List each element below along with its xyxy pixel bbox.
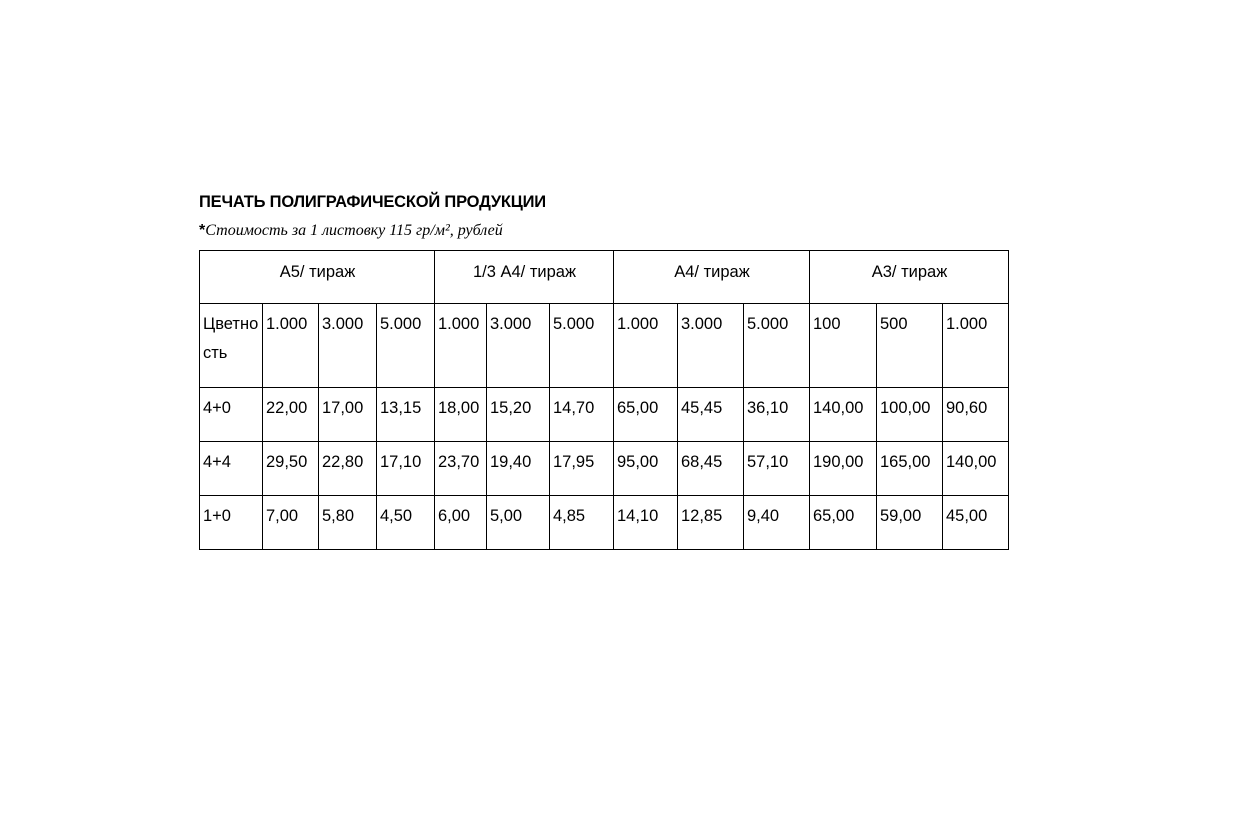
price-cell: 7,00 — [263, 496, 319, 550]
price-cell: 165,00 — [877, 442, 943, 496]
price-table — [199, 250, 1009, 550]
price-cell: 9,40 — [744, 496, 810, 550]
run-cell: 1.000 — [943, 304, 1009, 388]
price-cell: 17,00 — [319, 388, 377, 442]
price-cell: 5,80 — [319, 496, 377, 550]
document-title: ПЕЧАТЬ ПОЛИГРАФИЧЕСКОЙ ПРОДУКЦИИ — [199, 193, 546, 211]
run-cell: 5.000 — [377, 304, 435, 388]
run-cell: 3.000 — [319, 304, 377, 388]
price-cell: 65,00 — [614, 388, 678, 442]
price-cell: 57,10 — [744, 442, 810, 496]
price-cell: 36,10 — [744, 388, 810, 442]
run-cell: 1.000 — [435, 304, 487, 388]
price-cell: 6,00 — [435, 496, 487, 550]
price-cell: 23,70 — [435, 442, 487, 496]
price-cell: 45,00 — [943, 496, 1009, 550]
run-cell: 500 — [877, 304, 943, 388]
document-subtitle — [199, 222, 503, 240]
price-cell: 17,10 — [377, 442, 435, 496]
color-cell: 1+0 — [200, 496, 263, 550]
price-cell: 4,50 — [377, 496, 435, 550]
group-header-row — [200, 251, 1009, 304]
group-header-a4: А4/ тираж — [614, 251, 810, 304]
price-cell: 95,00 — [614, 442, 678, 496]
price-cell: 12,85 — [678, 496, 744, 550]
table-row — [200, 496, 1009, 550]
price-cell: 68,45 — [678, 442, 744, 496]
price-cell: 22,00 — [263, 388, 319, 442]
subtitle-text: Стоимость за 1 листовку 115 гр/м², рублей — [205, 222, 503, 239]
run-cell: 1.000 — [263, 304, 319, 388]
color-cell: 4+0 — [200, 388, 263, 442]
row-header-color: Цветность — [200, 304, 263, 388]
color-cell: 4+4 — [200, 442, 263, 496]
price-cell: 65,00 — [810, 496, 877, 550]
run-cell: 5.000 — [744, 304, 810, 388]
price-cell: 5,00 — [487, 496, 550, 550]
run-cell: 3.000 — [678, 304, 744, 388]
table-row — [200, 442, 1009, 496]
price-cell: 4,85 — [550, 496, 614, 550]
footnote-asterisk: * — [199, 222, 206, 239]
price-cell: 140,00 — [943, 442, 1009, 496]
run-cell: 100 — [810, 304, 877, 388]
price-cell: 13,15 — [377, 388, 435, 442]
price-cell: 14,70 — [550, 388, 614, 442]
price-cell: 15,20 — [487, 388, 550, 442]
price-cell: 18,00 — [435, 388, 487, 442]
price-cell: 17,95 — [550, 442, 614, 496]
price-cell: 140,00 — [810, 388, 877, 442]
run-cell: 5.000 — [550, 304, 614, 388]
price-cell: 19,40 — [487, 442, 550, 496]
table-row — [200, 388, 1009, 442]
group-header-a3: А3/ тираж — [810, 251, 1009, 304]
price-cell: 59,00 — [877, 496, 943, 550]
price-cell: 100,00 — [877, 388, 943, 442]
run-cell: 1.000 — [614, 304, 678, 388]
price-cell: 22,80 — [319, 442, 377, 496]
price-cell: 29,50 — [263, 442, 319, 496]
price-cell: 190,00 — [810, 442, 877, 496]
run-header-row — [200, 304, 1009, 388]
price-cell: 45,45 — [678, 388, 744, 442]
price-cell: 90,60 — [943, 388, 1009, 442]
price-cell: 14,10 — [614, 496, 678, 550]
group-header-a5: А5/ тираж — [200, 251, 435, 304]
run-cell: 3.000 — [487, 304, 550, 388]
group-header-third-a4: 1/3 А4/ тираж — [435, 251, 614, 304]
